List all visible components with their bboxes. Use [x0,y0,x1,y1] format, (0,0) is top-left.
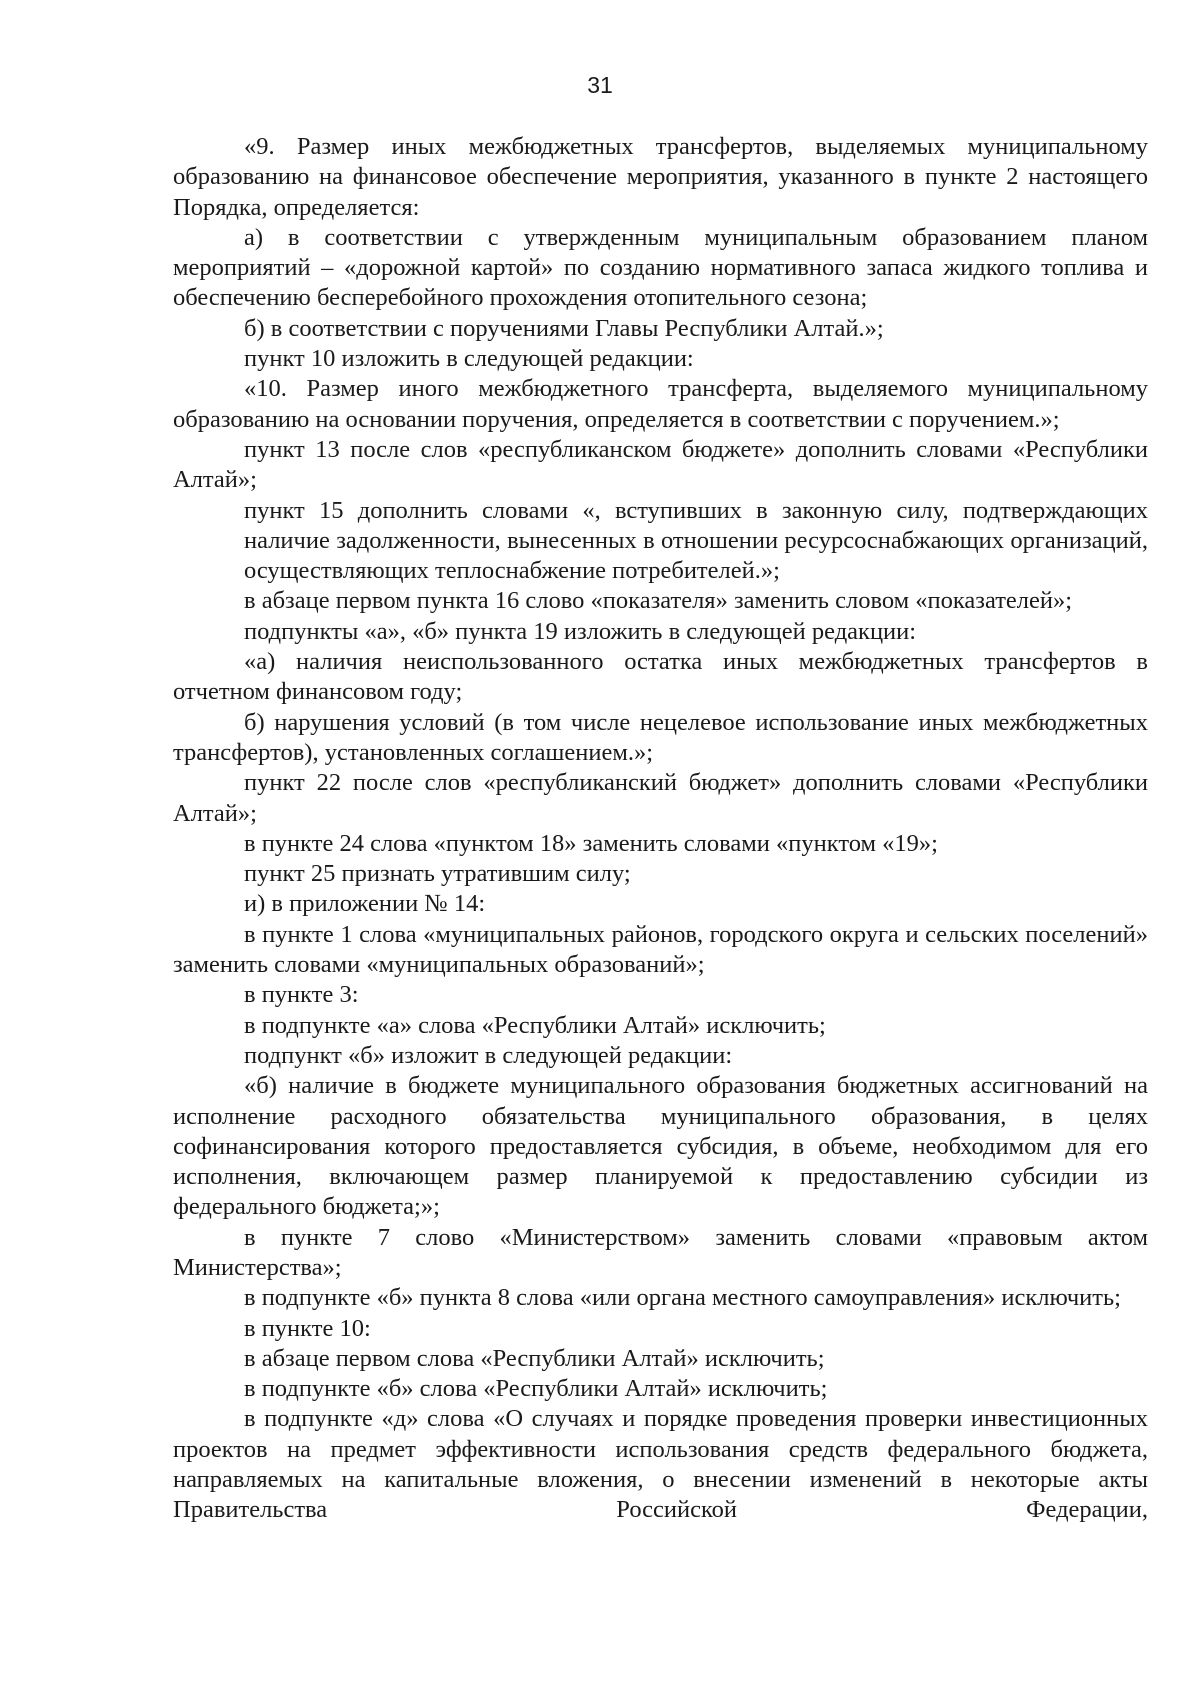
paragraph: в подпункте «б» пункта 8 слова «или органа местного самоуправления» исключить; [244,1284,1121,1312]
paragraph: в пункте 24 слова «пунктом 18» заменить словами «пунктом «19»; [244,829,938,857]
paragraph: пункт 15 дополнить словами «, вступивших в законную силу, подтверждающих наличие задолженности, вынесенных в отношении ресурсоснабжающих организаций, осуществляющих теплоснабжение потребителей.»; [244,496,1148,585]
paragraph: пункт 25 признать утратившим силу; [244,860,631,888]
paragraph: пункт 13 после слов «республиканском бюджете» дополнить словами «Республики Алтай»; [173,435,1148,494]
document-body [173,132,1148,1526]
paragraph: в абзаце первом слова «Республики Алтай» исключить; [244,1344,825,1372]
paragraph: а) в соответствии с утвержденным муниципальным образованием планом мероприятий – «дорожной картой» по созданию нормативного запаса жидкого топлива и обеспечению бесперебойного прохождения отопительного сезона; [173,223,1148,312]
page-number: 31 [587,72,613,98]
paragraph: в подпункте «а» слова «Республики Алтай» исключить; [244,1011,826,1039]
paragraph: б) нарушения условий (в том числе нецелевое использование иных межбюджетных трансфертов), установленных соглашением.»; [173,708,1148,766]
paragraph: «10. Размер иного межбюджетного трансферта, выделяемого муниципальному образованию на основании поручения, определяется в соответствии с поручением.»; [173,375,1148,433]
paragraph: в пункте 10: [244,1314,371,1342]
paragraph: «а) наличия неиспользованного остатка иных межбюджетных трансфертов в отчетном финансовом году; [173,648,1148,706]
paragraph: «б) наличие в бюджете муниципального образования бюджетных ассигнований на исполнение расходного обязательства муниципального образования, в целях софинансирования которого предоставляется субсидия, в объеме, необходимом для его исполнения, включающем размер планируемой к предоставлению субсидии из федерального бюджета;»; [173,1072,1148,1221]
paragraph: пункт 22 после слов «республиканский бюджет» дополнить словами «Республики Алтай»; [173,769,1148,827]
paragraph: в пункте 1 слова «муниципальных районов, городского округа и сельских поселений» заменить словами «муниципальных образований»; [173,920,1148,979]
paragraph: в абзаце первом пункта 16 слово «показателя» заменить словом «показателей»; [244,587,1073,615]
paragraph: и) в приложении № 14: [244,890,486,918]
paragraph: в пункте 3: [244,981,359,1009]
paragraph: «9. Размер иных межбюджетных трансфертов, выделяемых муниципальному образованию на финансовое обеспечение мероприятия, указанного в пункте 2 настоящего Порядка, определяется: [173,133,1148,221]
paragraph: в подпункте «д» слова «О случаях и порядке проведения проверки инвестиционных проектов на предмет эффективности использования средств федерального бюджета, направляемых на капитальные вложения, о внесении изменений в некоторые акты Правительства Российской Федерации, [173,1405,1148,1524]
paragraph: в пункте 7 слово «Министерством» заменить словами «правовым актом Министерства»; [173,1223,1148,1281]
paragraph: пункт 10 изложить в следующей редакции: [244,345,694,373]
paragraph: б) в соответствии с поручениями Главы Республики Алтай.»; [244,314,884,342]
paragraph: подпункты «а», «б» пункта 19 изложить в следующей редакции: [244,617,917,645]
paragraph: подпункт «б» изложит в следующей редакции: [244,1041,733,1069]
paragraph: в подпункте «б» слова «Республики Алтай» исключить; [244,1375,828,1403]
